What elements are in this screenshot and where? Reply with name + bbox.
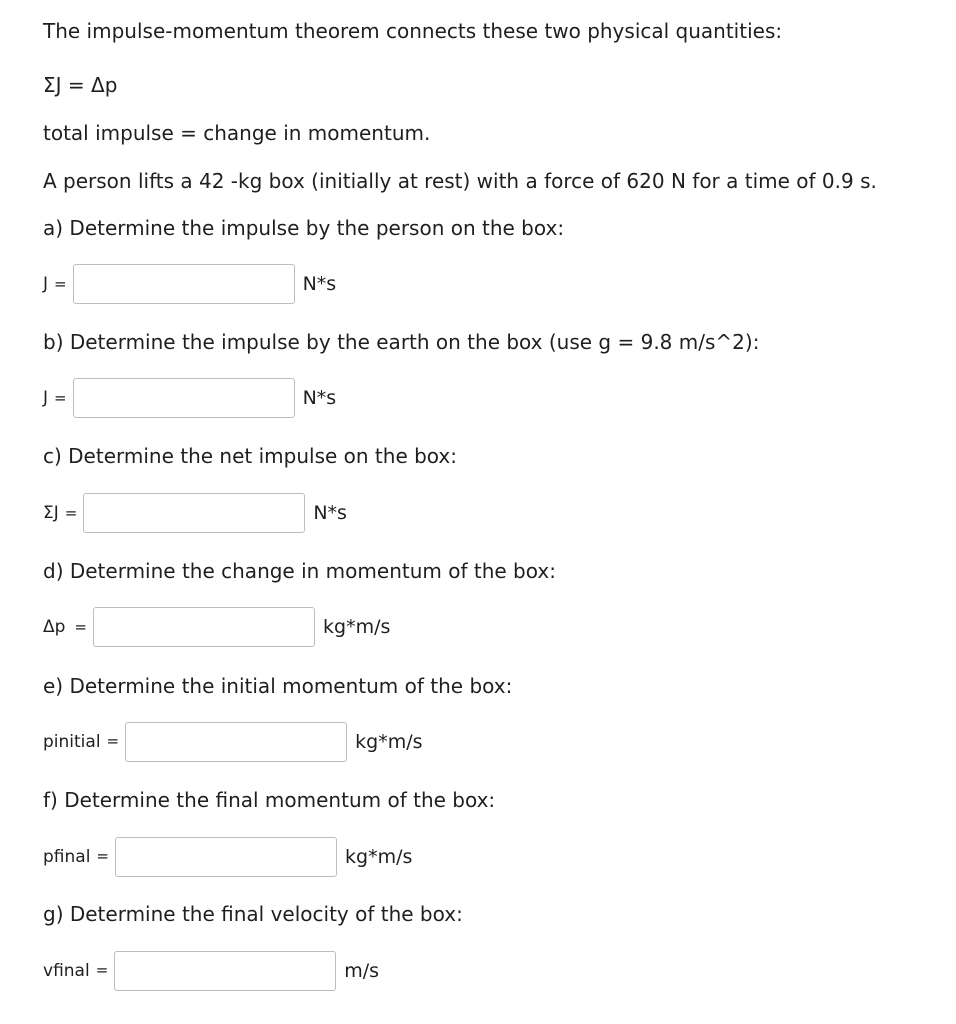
question-b: b) Determine the impulse by the earth on the box (use g = 9.8 m/s^2): bbox=[43, 330, 760, 354]
intro-equation: ΣJ = Δp bbox=[43, 73, 118, 97]
answer-a-label: J bbox=[43, 274, 49, 294]
answer-c-unit: N*s bbox=[313, 502, 347, 524]
intro-explanation: total impulse = change in momentum. bbox=[43, 121, 431, 145]
answer-a-unit: N*s bbox=[302, 273, 337, 295]
question-f: f) Determine the final momentum of the box: bbox=[43, 788, 496, 812]
answer-e-label-subscript: initial bbox=[53, 732, 101, 752]
answer-row-d bbox=[43, 606, 390, 648]
answer-a-input[interactable] bbox=[73, 264, 295, 304]
answer-d-unit: kg*m/s bbox=[323, 616, 391, 638]
answer-g-unit: m/s bbox=[344, 960, 380, 982]
answer-c-equals: = bbox=[64, 504, 78, 522]
answer-b-unit: N*s bbox=[302, 387, 337, 409]
answer-f-equals: = bbox=[96, 847, 109, 865]
answer-row-g bbox=[43, 950, 379, 992]
answer-e-input[interactable] bbox=[125, 722, 347, 762]
answer-b-input[interactable] bbox=[73, 378, 295, 418]
answer-g-input[interactable] bbox=[114, 951, 336, 991]
answer-e-unit: kg*m/s bbox=[355, 731, 423, 753]
answer-row-f bbox=[43, 836, 412, 878]
answer-f-label-symbol: p bbox=[43, 847, 54, 867]
answer-row-c bbox=[43, 492, 347, 534]
answer-d-input[interactable] bbox=[93, 607, 315, 647]
intro-theorem-text: The impulse-momentum theorem connects these two physical quantities: bbox=[43, 19, 783, 43]
answer-e-label-symbol: p bbox=[43, 732, 54, 752]
answer-b-equals: = bbox=[54, 389, 67, 407]
question-a: a) Determine the impulse by the person on the box: bbox=[43, 216, 565, 240]
answer-b-label: J bbox=[43, 388, 49, 408]
answer-f-unit: kg*m/s bbox=[345, 846, 413, 868]
answer-g-label bbox=[43, 961, 90, 981]
question-d: d) Determine the change in momentum of the box: bbox=[43, 559, 556, 583]
answer-row-e bbox=[43, 721, 423, 763]
answer-g-equals: = bbox=[95, 961, 109, 979]
question-e: e) Determine the initial momentum of the box: bbox=[43, 674, 513, 698]
answer-e-label bbox=[43, 732, 101, 752]
answer-f-input[interactable] bbox=[115, 837, 337, 877]
answer-c-input[interactable] bbox=[83, 493, 305, 533]
answer-a-equals: = bbox=[54, 275, 67, 293]
answer-g-label-subscript: final bbox=[53, 961, 90, 981]
answer-f-label-subscript: final bbox=[53, 847, 91, 867]
answer-e-equals: = bbox=[106, 732, 120, 750]
answer-g-label-symbol: v bbox=[43, 961, 54, 981]
answer-c-label: ΣJ bbox=[43, 503, 59, 523]
answer-d-equals: = bbox=[74, 618, 87, 636]
question-c: c) Determine the net impulse on the box: bbox=[43, 444, 458, 468]
answer-row-a bbox=[43, 263, 336, 305]
problem-statement: A person lifts a 42 -kg box (initially at rest) with a force of 620 N for a time of 0.9 s. bbox=[43, 169, 877, 193]
answer-f-label bbox=[43, 847, 90, 867]
answer-d-label: Δp bbox=[43, 617, 66, 637]
answer-row-b bbox=[43, 377, 336, 419]
question-g: g) Determine the final velocity of the box: bbox=[43, 902, 463, 926]
